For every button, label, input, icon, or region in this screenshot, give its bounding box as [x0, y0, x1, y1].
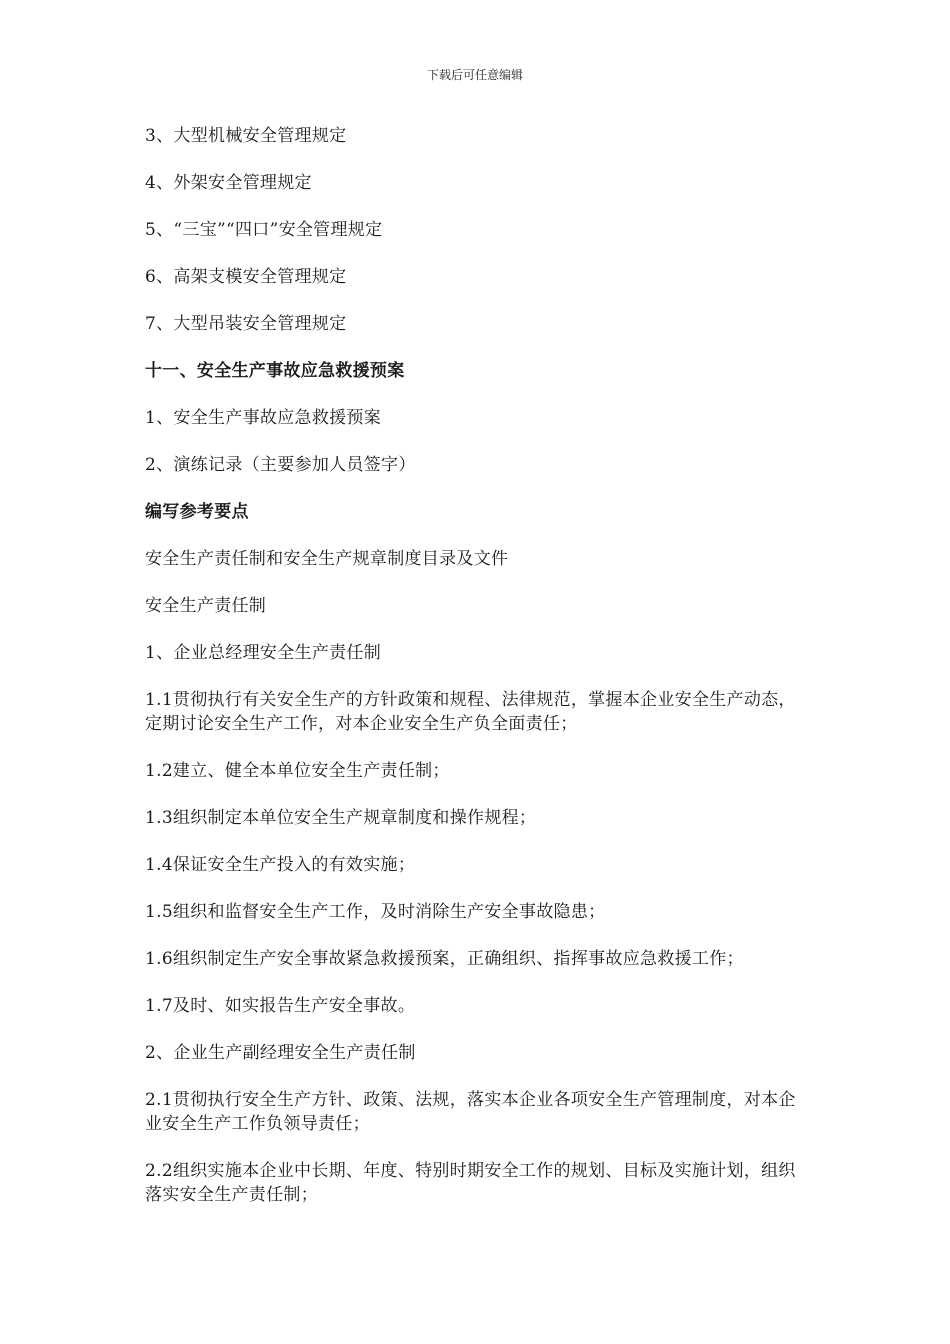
list-item: 1、企业总经理安全生产责任制 [145, 643, 382, 663]
list-item: 1.3组织制定本单位安全生产规章制度和操作规程； [145, 808, 537, 828]
list-item: 1.1贯彻执行有关安全生产的方针政策和规程、法律规范，掌握本企业安全生产动态，定期讨论安全生产工作，对本企业安全生产负全面责任； [145, 690, 796, 734]
section-heading: 编写参考要点 [145, 502, 249, 522]
list-item: 1.4保证安全生产投入的有效实施； [145, 855, 416, 875]
list-item: 1、安全生产事故应急救援预案 [145, 408, 382, 428]
list-item: 6、高架支模安全管理规定 [145, 267, 347, 287]
list-item: 1.7及时、如实报告生产安全事故。 [145, 996, 416, 1016]
list-item: 5、“三宝”“四口”安全管理规定 [145, 220, 383, 240]
list-item: 3、大型机械安全管理规定 [145, 126, 347, 146]
list-item: 2、企业生产副经理安全生产责任制 [145, 1043, 416, 1063]
document-body [145, 124, 810, 1230]
list-item: 1.2建立、健全本单位安全生产责任制； [145, 761, 450, 781]
list-item: 1.5组织和监督安全生产工作，及时消除生产安全事故隐患； [145, 902, 606, 922]
section-heading: 十一、安全生产事故应急救援预案 [145, 361, 405, 381]
list-item: 7、大型吊装安全管理规定 [145, 314, 347, 334]
list-item: 4、外架安全管理规定 [145, 173, 312, 193]
page-header-note: 下载后可任意编辑 [426, 68, 523, 82]
paragraph: 安全生产责任制 [145, 596, 267, 616]
list-item: 1.6组织制定生产安全事故紧急救援预案，正确组织、指挥事故应急救援工作； [145, 949, 744, 969]
list-item: 2、演练记录（主要参加人员签字） [145, 455, 416, 475]
list-item: 2.2组织实施本企业中长期、年度、特别时期安全工作的规划、目标及实施计划，组织落实安全生产责任制； [145, 1161, 796, 1205]
paragraph: 安全生产责任制和安全生产规章制度目录及文件 [145, 549, 509, 569]
list-item: 2.1贯彻执行安全生产方针、政策、法规，落实本企业各项安全生产管理制度，对本企业安全生产工作负领导责任； [145, 1090, 796, 1134]
